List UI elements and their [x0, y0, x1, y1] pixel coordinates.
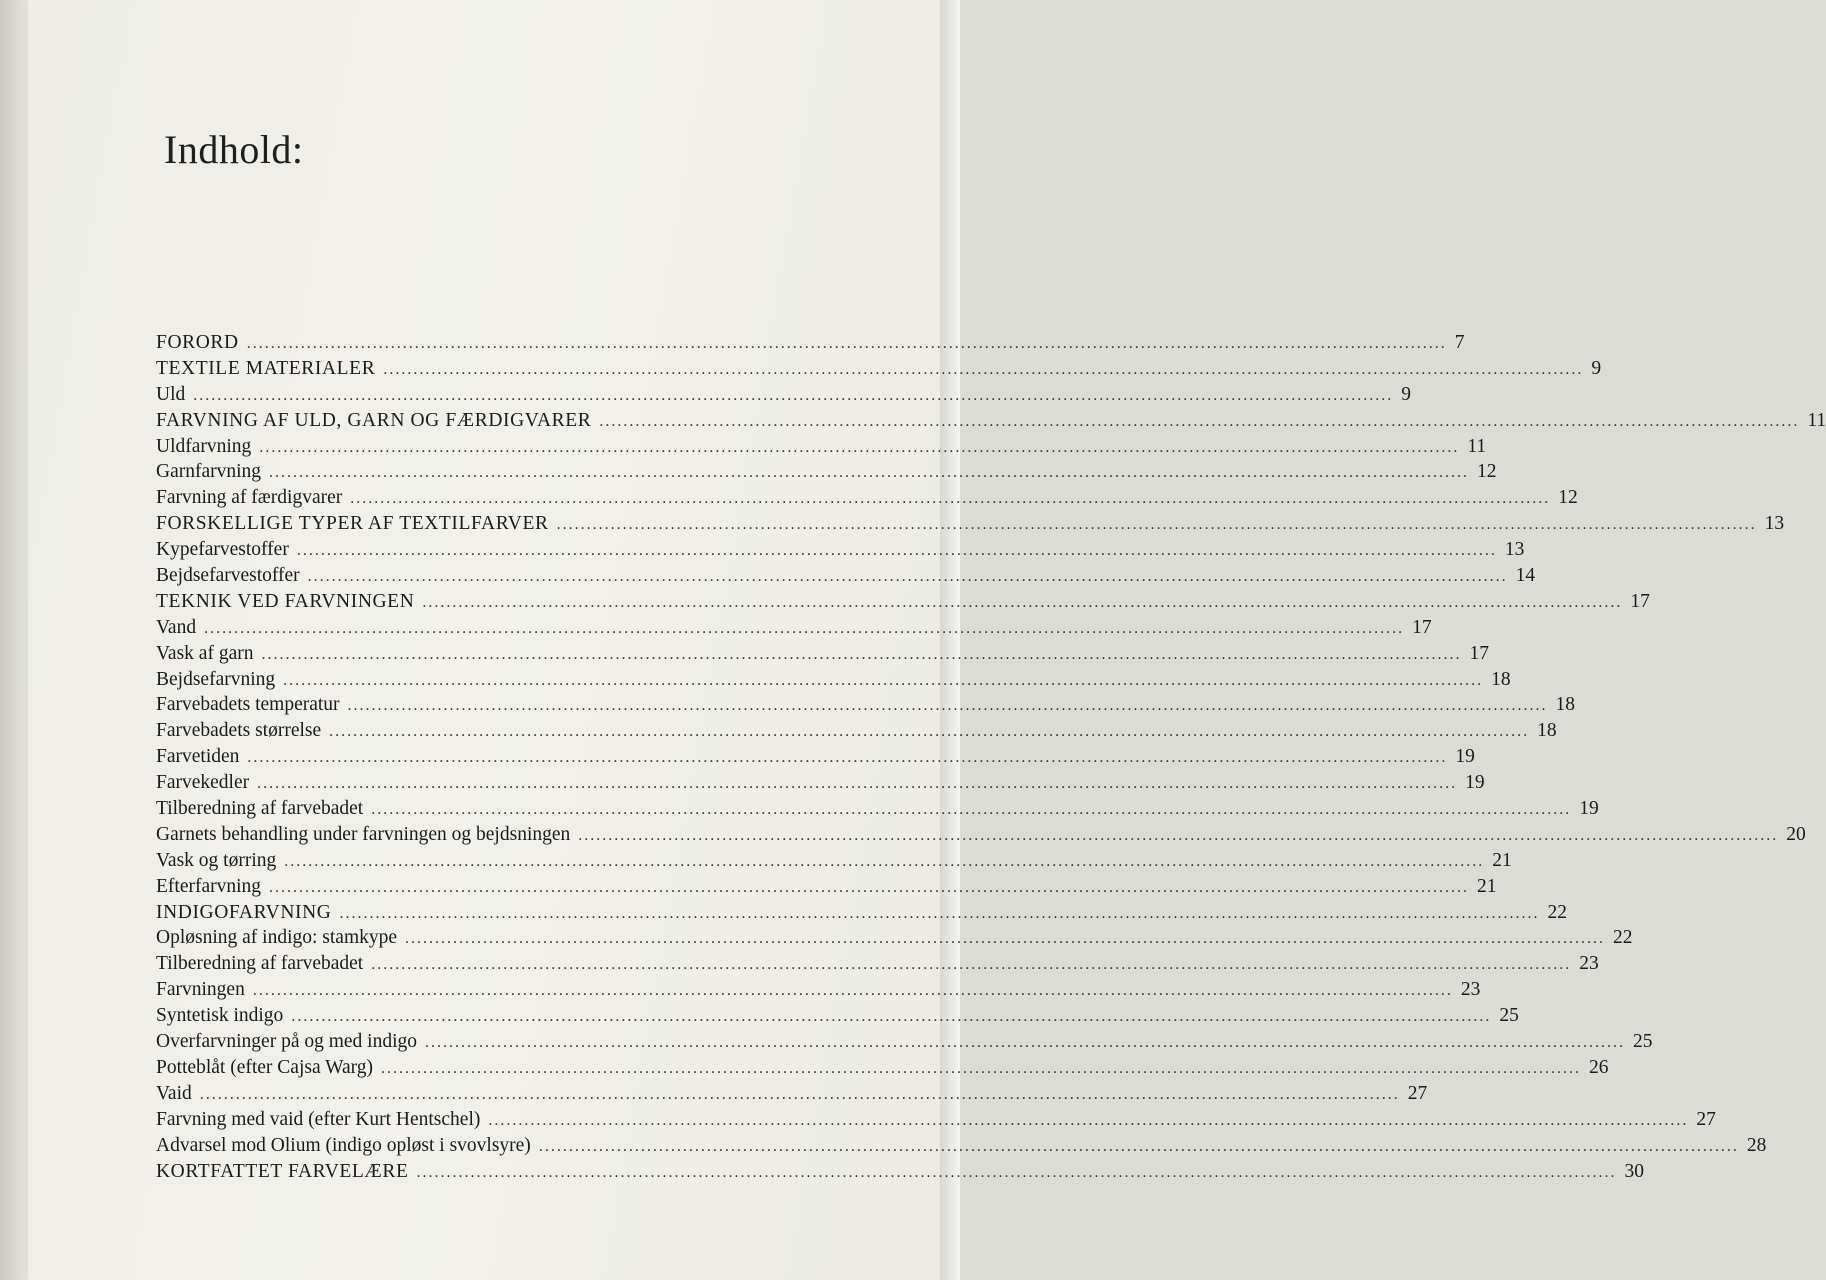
toc-entry-page-number: 17 — [1630, 590, 1650, 612]
toc-dot-leader: ........................................................................................................................................................................................................ — [371, 956, 1572, 974]
toc-entry — [156, 487, 1578, 513]
toc-entry — [156, 849, 1512, 876]
toc-entry-page-number: 23 — [1460, 979, 1481, 1001]
toc-entry — [156, 668, 1511, 695]
toc-entry-title: Uld — [156, 383, 186, 405]
toc-entry-title: Vask af garn — [156, 642, 254, 664]
toc-dot-leader: ........................................................................................................................................................................................................ — [422, 593, 1623, 611]
toc-entry-title: Farvetiden — [156, 746, 240, 768]
toc-dot-leader: ........................................................................................................................................................................................................ — [199, 1085, 1400, 1103]
toc-entry-title: FORORD — [156, 332, 239, 353]
toc-dot-leader: ........................................................................................................................................................................................................ — [307, 568, 1508, 586]
toc-entry — [156, 1031, 1653, 1057]
toc-entry-page-number: 20 — [1786, 823, 1806, 845]
toc-entry-title: Farvning af færdigvarer — [156, 487, 343, 509]
toc-dot-leader: ........................................................................................................................................................................................................ — [261, 645, 1462, 663]
toc-entry — [156, 746, 1475, 772]
toc-entry-title: Uldfarvning — [156, 435, 252, 457]
toc-entry-page-number: 12 — [1477, 461, 1497, 483]
toc-entry — [156, 539, 1525, 565]
toc-entry-title: Potteblåt (efter Cajsa Warg) — [156, 1056, 374, 1078]
toc-dot-leader: ........................................................................................................................................................................................................ — [246, 335, 1447, 352]
toc-entry — [156, 1134, 1767, 1161]
toc-entry — [156, 332, 1465, 358]
toc-dot-leader: ........................................................................................................................................................................................................ — [339, 904, 1540, 922]
toc-entry-page-number: 11 — [1807, 409, 1826, 431]
table-of-contents — [156, 332, 1826, 1186]
toc-entry — [156, 1056, 1609, 1083]
toc-entry-page-number: 19 — [1465, 772, 1485, 794]
toc-entry-page-number: 11 — [1467, 435, 1487, 457]
toc-entry — [156, 823, 1806, 850]
toc-entry-title: Bejdsefarvning — [156, 668, 276, 690]
toc-dot-leader: ........................................................................................................................................................................................................ — [599, 412, 1800, 430]
toc-entry — [156, 875, 1497, 902]
toc-entry-title: Efterfarvning — [156, 875, 262, 897]
toc-entry — [156, 720, 1557, 746]
toc-entry — [156, 953, 1599, 979]
toc-dot-leader: ........................................................................................................................................................................................................ — [578, 826, 1779, 844]
toc-dot-leader: ........................................................................................................................................................................................................ — [257, 775, 1458, 793]
toc-entry — [156, 1005, 1519, 1031]
toc-entry — [156, 772, 1485, 798]
toc-entry — [156, 979, 1481, 1005]
toc-entry — [156, 694, 1576, 720]
toc-entry-title: Vaid — [156, 1082, 192, 1104]
toc-entry — [156, 1160, 1644, 1187]
toc-entry-page-number: 18 — [1537, 720, 1557, 742]
toc-entry-title: Bejdsefarvestoffer — [156, 565, 300, 587]
toc-dot-leader: ........................................................................................................................................................................................................ — [383, 360, 1584, 378]
toc-entry — [156, 927, 1633, 953]
toc-dot-leader: ........................................................................................................................................................................................................ — [538, 1137, 1739, 1155]
toc-dot-leader: ........................................................................................................................................................................................................ — [488, 1111, 1689, 1129]
toc-entry — [156, 1108, 1716, 1135]
toc-entry-page-number: 30 — [1624, 1160, 1644, 1182]
toc-entry-title: Tilberedning af farvebadet — [156, 798, 364, 820]
toc-entry-page-number: 17 — [1412, 616, 1432, 638]
toc-dot-leader: ........................................................................................................................................................................................................ — [425, 1034, 1626, 1052]
toc-entry — [156, 1082, 1428, 1109]
toc-entry-title: TEKNIK VED FARVNINGEN — [156, 590, 415, 612]
toc-entry-title: FARVNING AF ULD, GARN OG FÆRDIGVARER — [156, 409, 592, 431]
toc-entry-page-number: 23 — [1579, 953, 1599, 975]
toc-entry-page-number: 28 — [1746, 1134, 1767, 1156]
toc-dot-leader: ........................................................................................................................................................................................................ — [416, 1163, 1617, 1181]
toc-entry-title: Tilberedning af farvebadet — [156, 953, 364, 975]
toc-entry-title: Farvekedler — [156, 772, 250, 794]
toc-dot-leader: ........................................................................................................................................................................................................ — [556, 516, 1757, 534]
toc-entry-page-number: 19 — [1579, 798, 1599, 820]
toc-dot-leader: ........................................................................................................................................................................................................ — [350, 490, 1551, 508]
toc-dot-leader: ........................................................................................................................................................................................................ — [296, 542, 1497, 560]
toc-entry-page-number: 14 — [1515, 565, 1536, 587]
toc-entry-page-number: 18 — [1491, 668, 1511, 690]
toc-entry — [156, 435, 1487, 462]
toc-entry-title: FORSKELLIGE TYPER AF TEXTILFARVER — [156, 513, 549, 535]
toc-entry — [156, 383, 1411, 410]
toc-dot-leader: ........................................................................................................................................................................................................ — [329, 723, 1530, 741]
toc-entry-title: Garnets behandling under farvningen og bejdsningen — [156, 823, 571, 845]
toc-entry-title: TEXTILE MATERIALER — [156, 357, 376, 379]
toc-entry-title: Opløsning af indigo: stamkype — [156, 927, 398, 949]
toc-entry-title: Farvningen — [156, 979, 245, 1001]
toc-entry — [156, 616, 1432, 643]
toc-entry-title: Vask og tørring — [156, 849, 277, 871]
toc-dot-leader: ........................................................................................................................................................................................................ — [269, 878, 1470, 896]
toc-dot-leader: ........................................................................................................................................................................................................ — [283, 671, 1484, 689]
toc-entry — [156, 642, 1489, 669]
toc-entry-page-number: 13 — [1504, 539, 1525, 561]
toc-entry-page-number: 19 — [1455, 746, 1475, 768]
toc-entry-title: Garnfarvning — [156, 461, 262, 483]
toc-entry-page-number: 13 — [1764, 513, 1785, 535]
toc-entry-page-number: 22 — [1547, 901, 1567, 923]
toc-entry-title: INDIGOFARVNING — [156, 901, 332, 923]
toc-dot-leader: ........................................................................................................................................................................................................ — [204, 619, 1405, 637]
toc-entry-title: Overfarvninger på og med indigo — [156, 1031, 418, 1053]
toc-entry-page-number: 27 — [1407, 1082, 1428, 1104]
toc-dot-leader: ........................................................................................................................................................................................................ — [247, 749, 1448, 767]
toc-entry-page-number: 27 — [1696, 1108, 1716, 1130]
toc-entry-title: Farvning med vaid (efter Kurt Hentschel) — [156, 1108, 481, 1130]
toc-entry — [156, 590, 1650, 617]
toc-entry-page-number: 7 — [1454, 332, 1465, 353]
toc-entry-title: Farvebadets temperatur — [156, 694, 340, 716]
toc-dot-leader: ........................................................................................................................................................................................................ — [193, 386, 1394, 404]
toc-entry — [156, 461, 1497, 487]
toc-entry-page-number: 25 — [1633, 1031, 1653, 1053]
toc-dot-leader: ........................................................................................................................................................................................................ — [284, 852, 1485, 870]
toc-entry — [156, 901, 1567, 928]
toc-entry-title: Advarsel mod Olium (indigo opløst i svovlsyre) — [156, 1134, 531, 1156]
toc-entry-title: Syntetisk indigo — [156, 1005, 284, 1027]
toc-entry-page-number: 12 — [1558, 487, 1578, 509]
toc-dot-leader: ........................................................................................................................................................................................................ — [381, 1059, 1582, 1077]
toc-entry-title: Farvebadets størrelse — [156, 720, 322, 742]
toc-entry — [156, 798, 1599, 824]
toc-entry-title: Vand — [156, 616, 197, 638]
toc-entry-page-number: 22 — [1613, 927, 1633, 949]
book-spine-edge — [0, 0, 28, 1280]
toc-entry — [156, 357, 1602, 384]
toc-entry — [156, 565, 1536, 591]
toc-dot-leader: ........................................................................................................................................................................................................ — [259, 438, 1460, 456]
toc-dot-leader: ........................................................................................................................................................................................................ — [291, 1008, 1492, 1026]
toc-entry-page-number: 21 — [1477, 875, 1497, 897]
toc-dot-leader: ........................................................................................................................................................................................................ — [252, 982, 1453, 1000]
toc-dot-leader: ........................................................................................................................................................................................................ — [405, 930, 1606, 948]
toc-entry-page-number: 26 — [1589, 1056, 1609, 1078]
toc-dot-leader: ........................................................................................................................................................................................................ — [371, 801, 1572, 819]
toc-entry-page-number: 18 — [1555, 694, 1576, 716]
toc-entry-page-number: 9 — [1591, 357, 1602, 379]
toc-entry-title: KORTFATTET FARVELÆRE — [156, 1160, 409, 1182]
toc-dot-leader: ........................................................................................................................................................................................................ — [347, 697, 1548, 715]
toc-entry-page-number: 9 — [1401, 383, 1411, 405]
toc-entry-page-number: 17 — [1469, 642, 1489, 664]
toc-entry-page-number: 25 — [1499, 1005, 1519, 1027]
toc-entry — [156, 409, 1826, 436]
page-title: Indhold: — [164, 127, 304, 172]
toc-entry-title: Kypefarvestoffer — [156, 539, 289, 561]
toc-dot-leader: ........................................................................................................................................................................................................ — [269, 464, 1470, 482]
toc-entry — [156, 513, 1785, 539]
toc-entry-page-number: 21 — [1492, 849, 1512, 871]
